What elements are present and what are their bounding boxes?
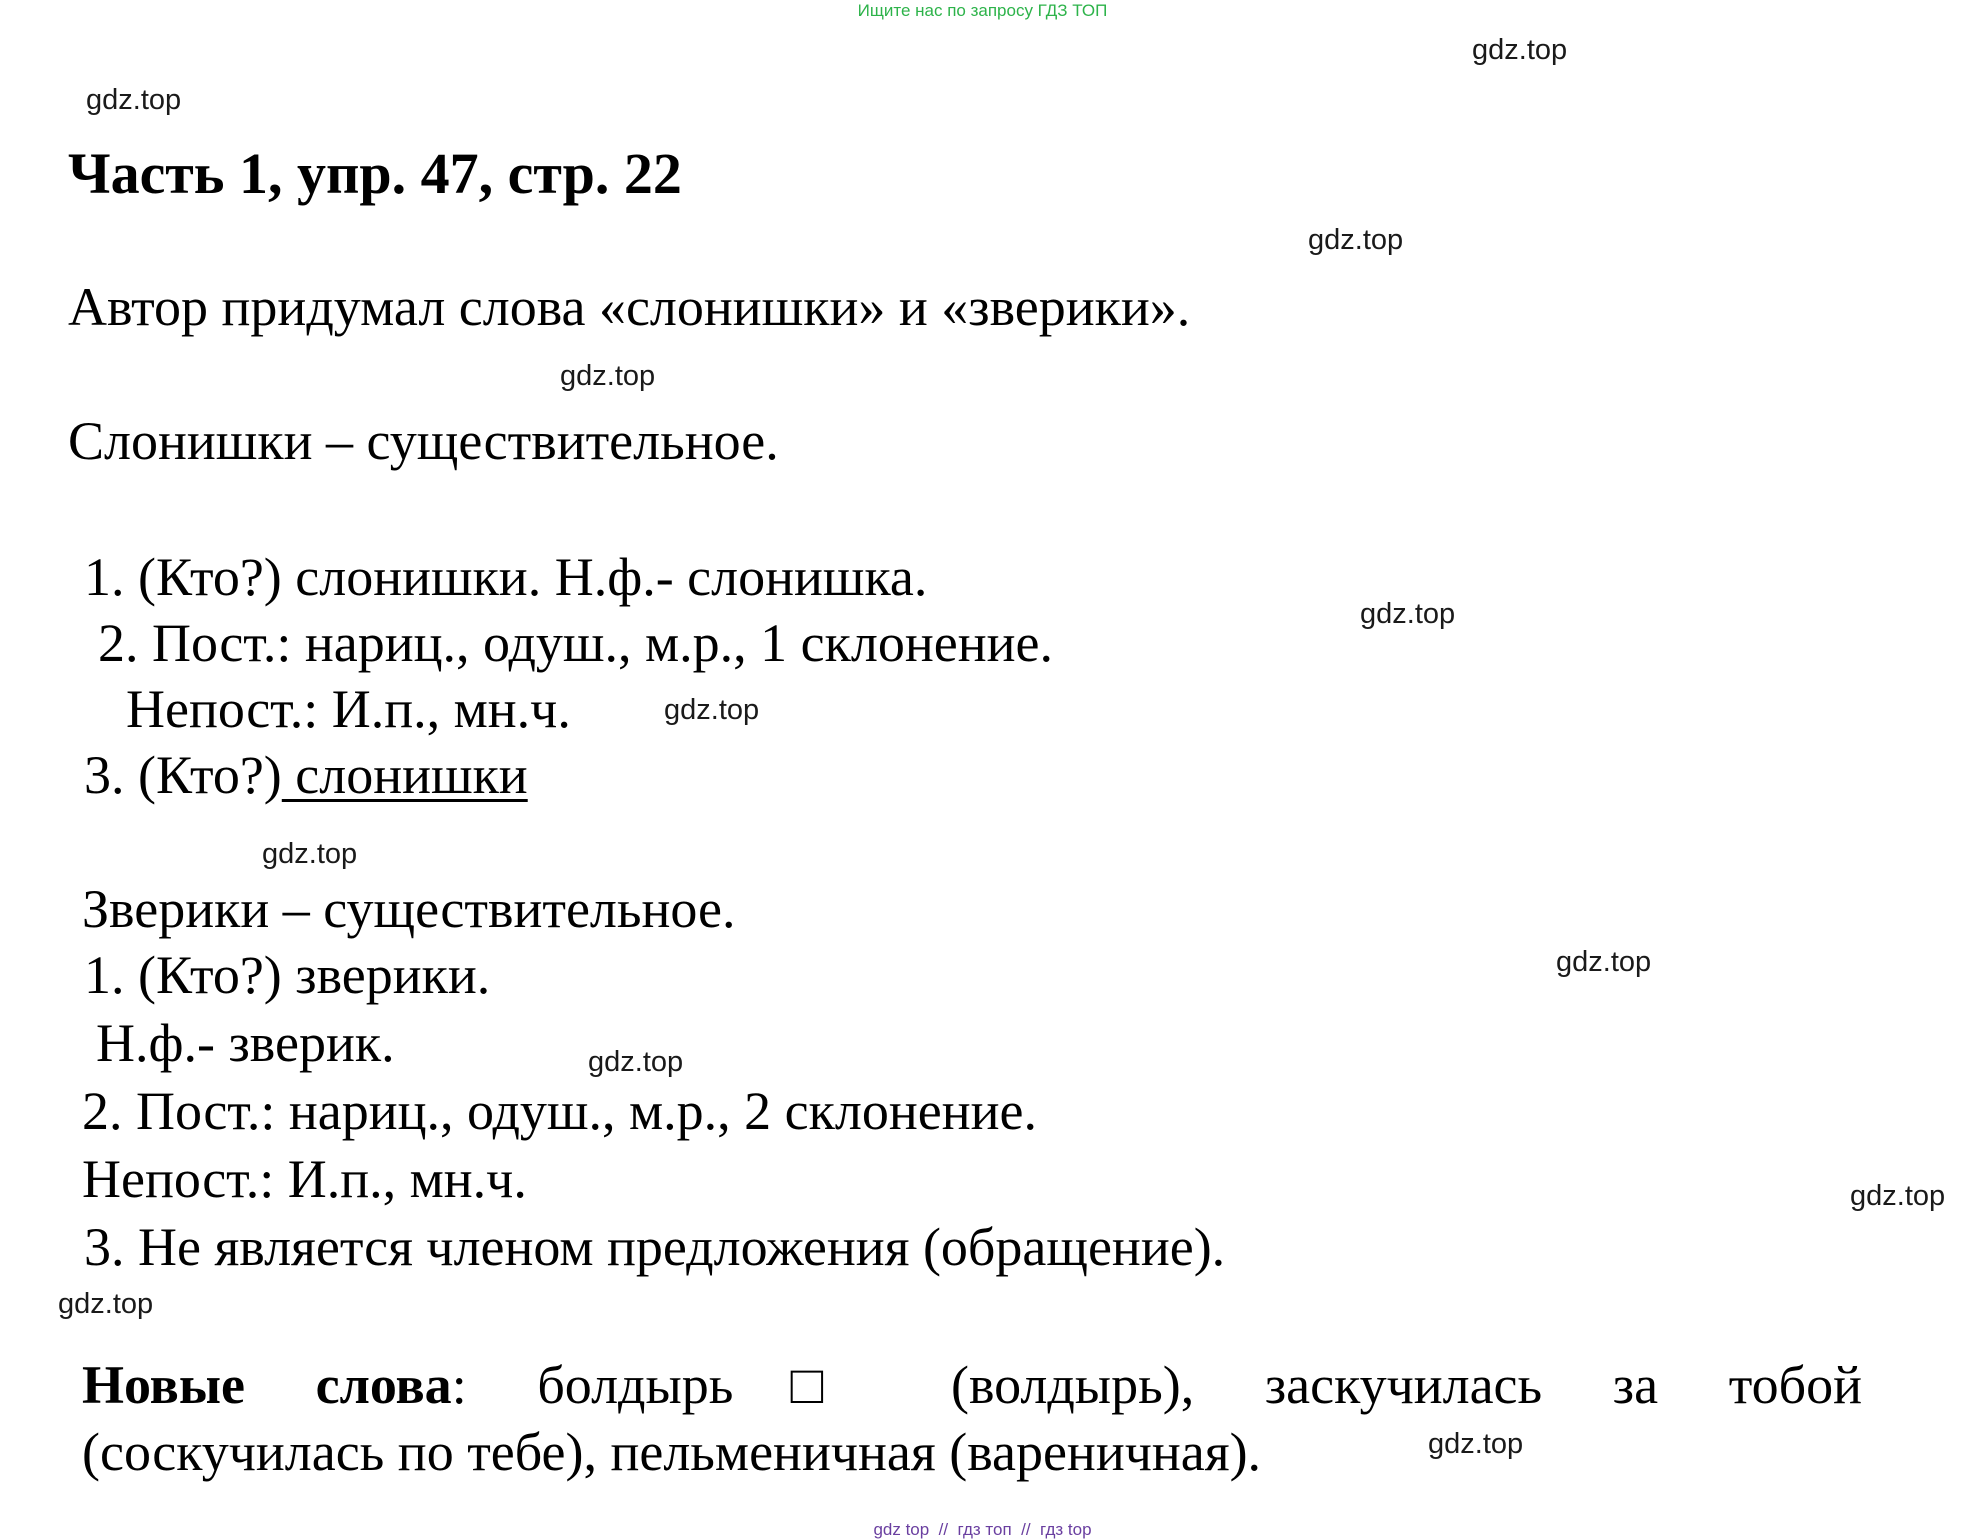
watermark: gdz.top [664, 694, 760, 726]
watermark: gdz.top [1308, 224, 1404, 256]
new-words-line2: (соскучилась по тебе), пельменичная (вареничная). [82, 1422, 1262, 1482]
watermark: gdz.top [1428, 1428, 1524, 1460]
word1-item2: 2. Пост.: нариц., одуш., м.р., 1 склонение. [98, 613, 1053, 673]
word1-item3-word: слонишки [281, 745, 528, 805]
word1-item1: 1. (Кто?) слонишки. Н.ф.- слонишка. [84, 547, 928, 607]
top-banner[interactable]: Ищите нас по запросу ГДЗ ТОП [857, 1, 1108, 20]
watermark: gdz.top [1556, 946, 1652, 978]
watermark: gdz.top [1850, 1180, 1946, 1212]
word1-item3 [84, 745, 528, 805]
watermark: gdz.top [1360, 598, 1456, 630]
new-words-label: Новые слова [82, 1355, 452, 1415]
new-words-paragraph [82, 1352, 1862, 1486]
watermark: gdz.top [86, 84, 182, 116]
watermark: gdz.top [262, 838, 358, 870]
watermark: gdz.top [560, 360, 656, 392]
word1-heading: Слонишки – существительное. [68, 411, 779, 471]
watermark: gdz.top [588, 1046, 684, 1078]
word1-item3-prefix: 3. (Кто?) [84, 745, 282, 805]
word1-item2b: Непост.: И.п., мн.ч. [126, 679, 571, 739]
new-words-line1 [82, 1352, 1862, 1419]
page-title: Часть 1, упр. 47, стр. 22 [68, 141, 682, 206]
word2-heading: Зверики – существительное. [82, 879, 736, 939]
watermark: gdz.top [58, 1288, 154, 1320]
word2-item3: 3. Не является членом предложения (обращение). [84, 1217, 1226, 1277]
intro-text: Автор придумал слова «слонишки» и «зверики». [68, 277, 1191, 337]
word2-item2: 2. Пост.: нариц., одуш., м.р., 2 склонение. [82, 1081, 1037, 1141]
word2-item1: 1. (Кто?) зверики. [84, 945, 491, 1005]
word2-item1b: Н.ф.- зверик. [96, 1013, 395, 1073]
word2-item2b: Непост.: И.п., мн.ч. [82, 1149, 527, 1209]
new-words-line1-text: : болдырь□ (волдырь), заскучилась за тобой [451, 1355, 1862, 1415]
watermark: gdz.top [1472, 34, 1568, 66]
bottom-banner[interactable]: gdz top // гдз топ // гдз top [873, 1520, 1092, 1539]
